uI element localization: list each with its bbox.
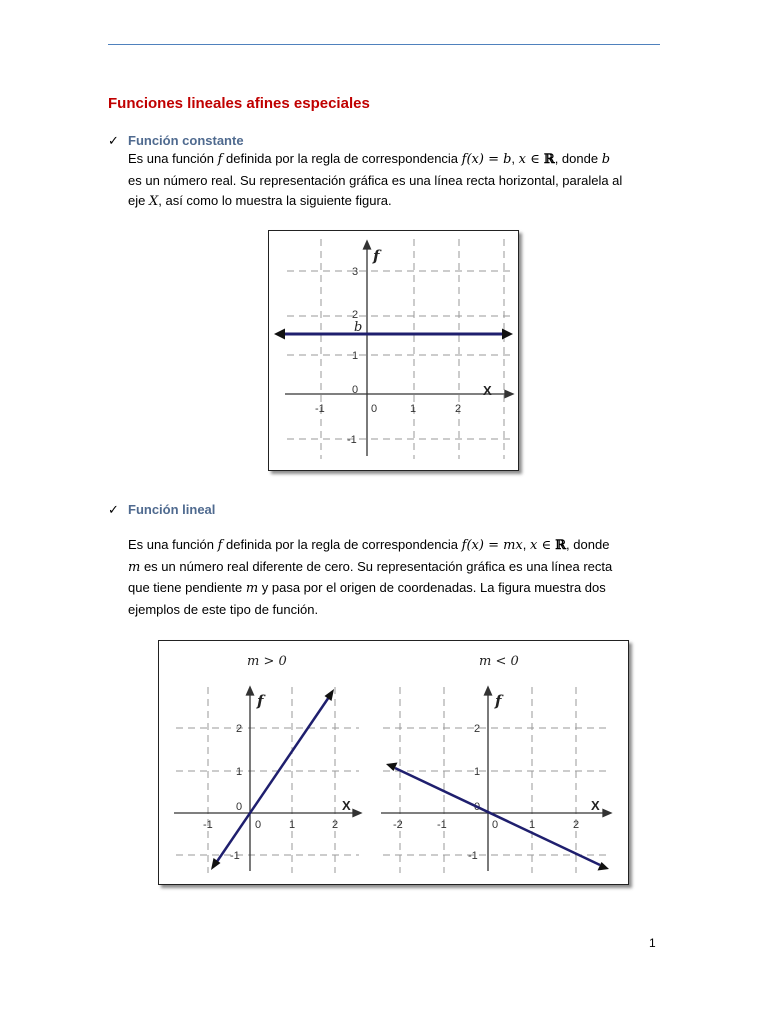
checkmark-icon: ✓ — [108, 502, 119, 517]
y-axis-label: f — [373, 247, 380, 265]
line-label-b: b — [354, 320, 363, 335]
axes — [174, 687, 361, 871]
math-reals: ℝ — [543, 152, 555, 167]
paragraph-line: ejemplos de este tipo de función. — [128, 601, 319, 617]
math-reals: ℝ — [555, 538, 567, 553]
text: Es una función — [128, 537, 218, 552]
grid — [176, 687, 359, 873]
series-negative-slope — [386, 763, 609, 871]
y-tick-label: 2 — [352, 309, 359, 321]
paragraph-line — [128, 191, 663, 213]
y-axis-label: f — [257, 692, 264, 710]
series-line — [216, 697, 329, 863]
linear-functions-graph — [159, 641, 628, 884]
panel-negative-slope — [381, 654, 611, 873]
paragraph-constante — [128, 149, 663, 213]
tick-labels — [203, 723, 338, 862]
x-tick-label: 2 — [455, 403, 462, 415]
x-axis-arrow-icon — [603, 810, 611, 817]
text: eje — [128, 193, 149, 208]
text: , — [522, 537, 530, 552]
text: , donde — [566, 537, 610, 552]
math-rule: f(x) = b — [461, 152, 512, 167]
right-arrow-icon — [502, 329, 513, 340]
panel-caption: m < 0 — [479, 654, 519, 669]
x-axis-label: X — [483, 383, 492, 398]
math-b: b — [601, 152, 611, 167]
math-in: ∈ — [526, 152, 544, 167]
x-axis-arrow-icon — [505, 391, 513, 398]
text: Es una función — [128, 151, 218, 166]
y-tick-label: 2 — [236, 723, 243, 735]
panel-caption: m > 0 — [247, 654, 287, 669]
x-axis-label: X — [591, 798, 600, 813]
x-tick-label: 0 — [492, 819, 499, 831]
text: , donde — [554, 151, 602, 166]
left-arrow-icon — [274, 329, 285, 340]
x-tick-label: 0 — [371, 403, 378, 415]
math-f: f — [217, 538, 223, 553]
y-tick-label: -1 — [347, 434, 357, 446]
math-m: m — [245, 581, 259, 596]
y-axis-arrow-icon — [364, 241, 371, 249]
constant-function-graph — [269, 231, 518, 470]
text: y pasa por el origen de coordenadas. La figura muestra dos — [258, 580, 606, 595]
paragraph-line: es un número real. Su representación gráfica es una línea recta horizontal, paralela al — [128, 172, 623, 188]
math-rule: f(x) = mx — [461, 538, 523, 553]
y-axis-label: f — [495, 692, 502, 710]
section-heading-lineal: Función lineal — [128, 502, 216, 517]
panel-positive-slope — [174, 654, 361, 873]
y-tick-label: 1 — [474, 766, 481, 778]
x-axis-label: X — [342, 798, 351, 813]
math-X: X — [148, 194, 159, 209]
paragraph-line — [128, 557, 663, 579]
series-positive-slope — [211, 689, 334, 870]
y-tick-label: 1 — [352, 350, 359, 362]
figure-constant-function — [268, 230, 519, 471]
paragraph-lineal — [128, 535, 663, 620]
x-tick-label: 2 — [332, 819, 339, 831]
x-tick-label: 2 — [573, 819, 580, 831]
x-tick-label: -2 — [393, 819, 403, 831]
text: definida por la regla de correspondencia — [222, 537, 462, 552]
x-tick-label: 1 — [289, 819, 296, 831]
math-in: ∈ — [537, 538, 556, 553]
text: definida por la regla de correspondencia — [222, 151, 462, 166]
math-x: x — [518, 152, 526, 167]
section-heading-constante: Función constante — [128, 133, 244, 148]
text: , así como lo muestra la siguiente figura. — [158, 193, 392, 208]
figure-linear-functions — [158, 640, 629, 885]
paragraph-line — [128, 535, 663, 557]
x-tick-label: -1 — [315, 403, 325, 415]
y-tick-label: 2 — [474, 723, 481, 735]
text: es un número real diferente de cero. Su representación gráfica es una línea recta — [140, 558, 613, 574]
x-axis-arrow-icon — [353, 810, 361, 817]
checkmark-icon: ✓ — [108, 133, 119, 148]
y-axis-arrow-icon — [485, 687, 492, 695]
constant-line — [274, 329, 513, 340]
y-tick-label: 0 — [236, 801, 243, 813]
math-x: x — [530, 538, 538, 553]
text: , — [511, 151, 519, 166]
header-rule — [108, 44, 660, 45]
text: que tiene pendiente — [128, 580, 246, 595]
x-tick-label: -1 — [203, 819, 213, 831]
x-tick-label: -1 — [437, 819, 447, 831]
math-m: m — [128, 559, 141, 575]
x-tick-label: 0 — [255, 819, 262, 831]
y-tick-label: -1 — [468, 850, 478, 862]
x-tick-label: 1 — [410, 403, 417, 415]
y-tick-label: 0 — [352, 384, 359, 396]
paragraph-line — [128, 578, 663, 600]
x-tick-label: 1 — [529, 819, 536, 831]
y-tick-label: -1 — [230, 850, 240, 862]
math-f: f — [217, 152, 223, 167]
page-title: Funciones lineales afines especiales — [108, 95, 370, 112]
axes — [285, 241, 513, 456]
y-axis-arrow-icon — [247, 687, 254, 695]
page-number: 1 — [649, 936, 656, 950]
paragraph-line — [128, 149, 663, 171]
tick-labels — [315, 266, 461, 446]
series-line — [395, 768, 600, 865]
y-tick-label: 3 — [352, 266, 359, 278]
grid — [287, 239, 515, 459]
grid — [383, 687, 611, 873]
upper-arrow-icon — [325, 689, 335, 701]
y-tick-label: 1 — [236, 766, 243, 778]
